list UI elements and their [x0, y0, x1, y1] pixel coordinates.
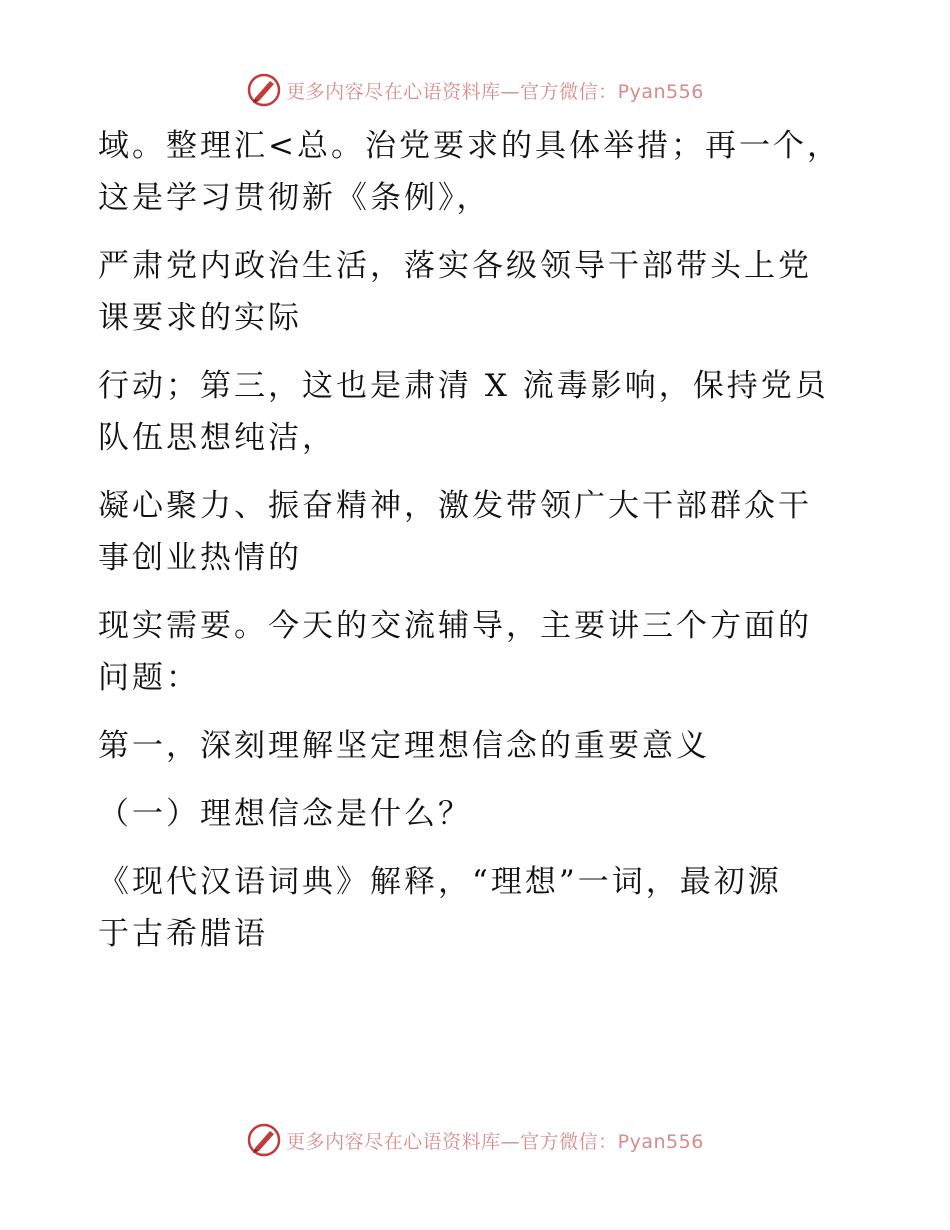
watermark-text: 更多内容尽在心语资料库—官方微信：Pyan556 [286, 1130, 704, 1153]
paragraph-2 [98, 240, 858, 344]
text-line: 事创业热情的 [98, 540, 302, 576]
text-line: （一）理想信念是什么？ [98, 796, 472, 832]
text-line: 这是学习贯彻新《条例》， [98, 180, 491, 216]
paragraph-3 [98, 360, 858, 464]
text-line: 严肃党内政治生活，落实各级领导干部带头上党 [98, 248, 812, 284]
pen-logo-icon [246, 72, 282, 108]
watermark-text: 更多内容尽在心语资料库—官方微信：Pyan556 [286, 80, 704, 103]
footer-watermark [0, 1120, 950, 1160]
subsection-heading [98, 788, 858, 840]
paragraph-5 [98, 600, 858, 704]
text-line: 凝心聚力、振奋精神，激发带领广大干部群众干 [98, 488, 812, 524]
paragraph-6 [98, 856, 858, 960]
text-line: 域。整理汇<总。治党要求的具体举措；再一个， [98, 128, 841, 164]
paragraph-1 [98, 120, 858, 224]
paragraph-4 [98, 480, 858, 584]
document-body [98, 120, 858, 976]
text-line: 课要求的实际 [98, 300, 302, 336]
header-watermark [0, 70, 950, 110]
text-line: 队伍思想纯洁， [98, 420, 336, 456]
pen-logo-icon [246, 1122, 282, 1158]
text-line: 行动；第三，这也是肃清 X 流毒影响，保持党员 [98, 368, 829, 404]
text-line: 第一，深刻理解坚定理想信念的重要意义 [98, 728, 710, 764]
text-line: 现实需要。今天的交流辅导，主要讲三个方面的 [98, 608, 812, 644]
section-heading [98, 720, 858, 772]
text-line: 《现代汉语词典》解释，“理想”一词，最初源 [98, 864, 782, 900]
text-line: 于古希腊语 [98, 916, 268, 952]
text-line: 问题： [98, 660, 200, 696]
